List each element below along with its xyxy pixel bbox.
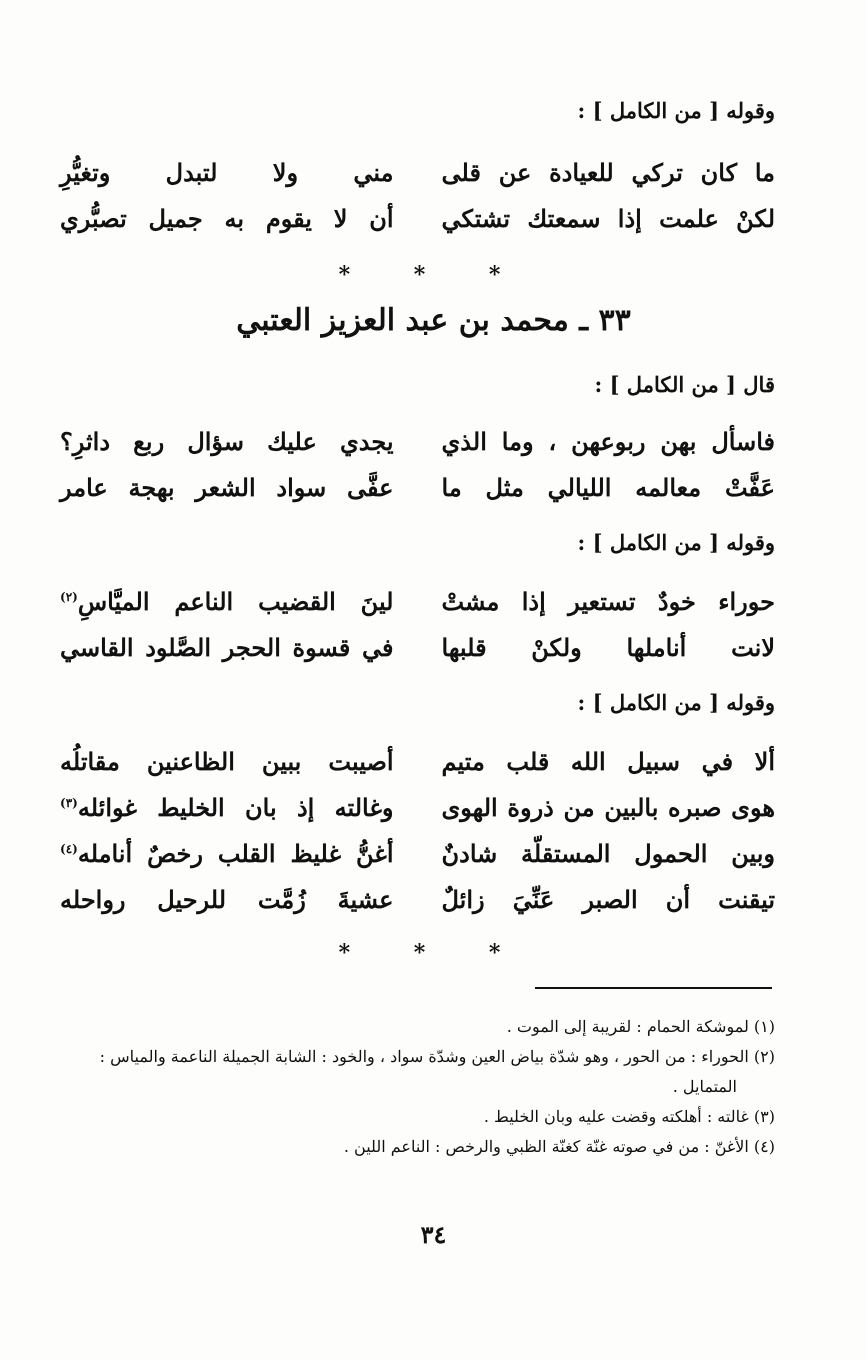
poem-2	[60, 418, 775, 510]
verse-second-hemistich	[60, 587, 394, 616]
verse-line	[60, 195, 775, 241]
hemistich-text: لينَ القضيب الناعم الميَّاسِ	[77, 586, 394, 616]
hemistich-text: وغالته إذ بان الخليط غوائله	[77, 792, 394, 822]
footnote-text: (٤) الأغنّ : من في صوته غنّة كغنّة الظبي والرخص : الناعم اللين .	[343, 1137, 775, 1156]
verse-line	[60, 830, 775, 876]
verse-line	[60, 578, 775, 624]
verse-line	[60, 784, 775, 830]
chapter-heading: ٣٣ ـ محمد بن عبد العزيز العتبي	[236, 303, 631, 338]
verse-first-hemistich: حوراء خودٌ تستعير إذا مشتْ	[441, 586, 775, 616]
verse-second-hemistich	[60, 839, 394, 868]
verse-first-hemistich: ما كان تركي للعيادة عن قلى	[441, 157, 775, 187]
verse-second-hemistich: يجدي عليك سؤال ربع داثرِ؟	[60, 426, 394, 456]
verse-second-hemistich: عشيةَ زُمَّت للرحيل رواحله	[60, 884, 394, 914]
verse-first-hemistich: فاسأل بهن ربوعهن ، وما الذي	[441, 426, 775, 456]
verse-line	[60, 418, 775, 464]
verse-line	[60, 624, 775, 670]
verse-second-hemistich: أصيبت ببين الظاعنين مقاتلُه	[60, 746, 394, 776]
section-separator: * * *	[338, 940, 529, 966]
verse-line	[60, 464, 775, 510]
footnote	[60, 1102, 775, 1132]
verse-second-hemistich: أن لا يقوم به جميل تصبُّري	[60, 203, 394, 233]
footnote-marker: (٤)	[60, 841, 78, 856]
verse-line	[60, 738, 775, 784]
page-number: ٣٤	[420, 1220, 447, 1249]
verse-first-hemistich: وبين الحمول المستقلّة شادنٌ	[441, 838, 775, 868]
section-separator: * * *	[338, 262, 529, 288]
footnote-text: (٣) غالته : أهلكته وقضت عليه وبان الخليط .	[483, 1107, 775, 1126]
verse-first-hemistich: عَفَّتْ معالمه الليالي مثل ما	[441, 472, 775, 502]
verse-second-hemistich: في قسوة الحجر الصَّلود القاسي	[60, 632, 394, 662]
verse-first-hemistich: ألا في سبيل الله قلب متيم	[441, 746, 775, 776]
footnote-text: (٢) الحوراء : من الحور ، وهو شدّة بياض العين وشدّة سواد ، والخود : الشابة الجميلة الناعمة والمياس :	[99, 1047, 775, 1066]
verse-second-hemistich	[60, 793, 394, 822]
footnote-rule	[535, 987, 772, 989]
footnote-marker: (٣)	[60, 795, 78, 810]
poem-1	[60, 149, 775, 241]
poem-intro-2: قال [ من الكامل ] :	[594, 372, 775, 397]
footnote	[60, 1042, 775, 1102]
verse-second-hemistich: عفَّى سواد الشعر بهجة عامر	[60, 472, 394, 502]
poem-intro-1: وقوله [ من الكامل ] :	[577, 98, 775, 123]
poem-4	[60, 738, 775, 922]
footnote-text: (١) لموشكة الحمام : لقريبة إلى الموت .	[506, 1017, 775, 1036]
hemistich-text: أغنُّ غليظ القلب رخصٌ أنامله	[77, 838, 394, 868]
footnotes	[60, 1012, 775, 1162]
verse-first-hemistich: هوى صبره بالبين من ذروة الهوى	[441, 792, 775, 822]
footnote	[60, 1132, 775, 1162]
verse-line	[60, 149, 775, 195]
verse-first-hemistich: لكنْ علمت إذا سمعتك تشتكي	[441, 203, 775, 233]
verse-first-hemistich: تيقنت أن الصبر عَنِّيَ زائلٌ	[441, 884, 775, 914]
verse-second-hemistich: مني ولا لتبدل وتغيُّرِ	[60, 157, 394, 187]
footnote-continuation: المتمايل .	[672, 1077, 737, 1096]
verse-first-hemistich: لانت أناملها ولكنْ قلبها	[441, 632, 775, 662]
footnote-marker: (٢)	[60, 589, 78, 604]
poem-3	[60, 578, 775, 670]
footnote	[60, 1012, 775, 1042]
poem-intro-3: وقوله [ من الكامل ] :	[577, 530, 775, 555]
poem-intro-4: وقوله [ من الكامل ] :	[577, 690, 775, 715]
verse-line	[60, 876, 775, 922]
